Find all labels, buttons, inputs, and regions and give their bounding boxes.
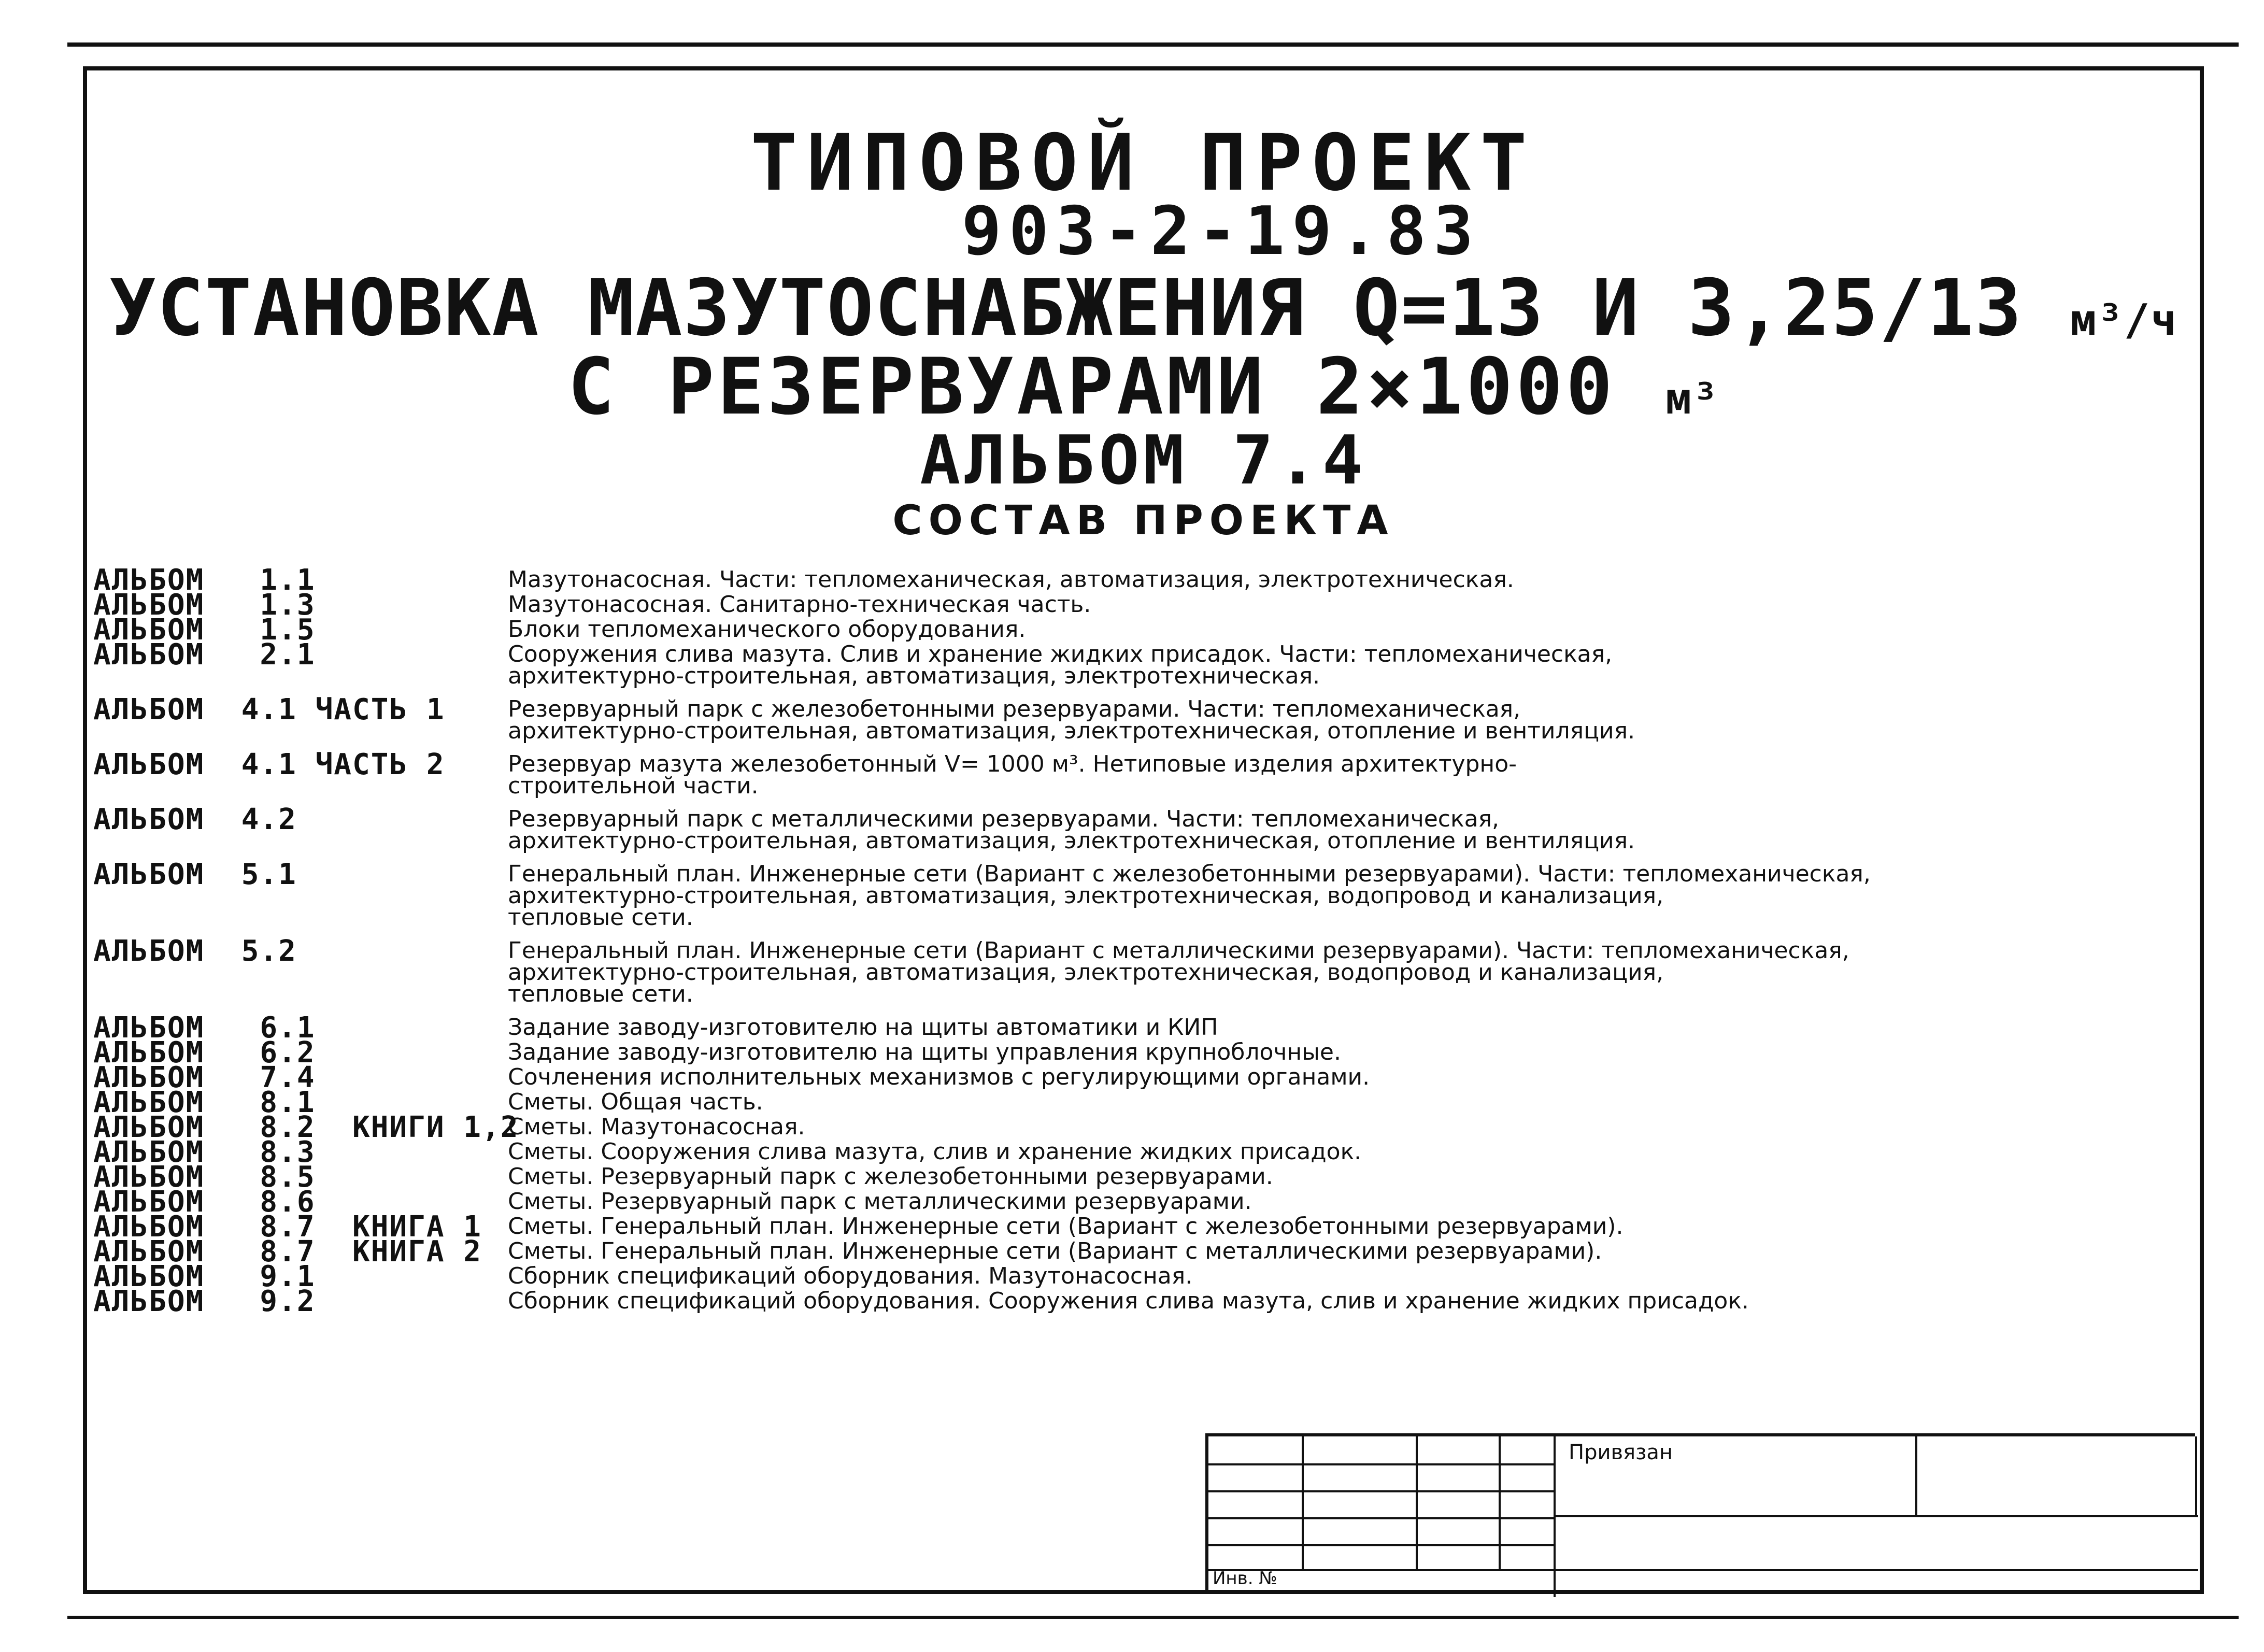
album-description: Блоки тепломеханического оборудования. [508, 616, 1026, 643]
album-number: АЛЬБОМ 1.1 [93, 563, 316, 597]
album-description: Генеральный план. Инженерные сети (Вариант с железобетонными резервуарами). Части: тепломеханическая, архитектурно-строительная, автоматизация, электротехническая, водопровод и канализация, тепловые сети. [508, 861, 1871, 931]
title-block-stamp [1205, 1433, 2195, 1594]
bottom-border-line [67, 1616, 2239, 1619]
album-description: Сметы. Общая часть. [508, 1089, 763, 1115]
album-number: АЛЬБОМ 5.2 [93, 934, 297, 968]
list-item [93, 588, 2145, 622]
list-item [93, 1235, 2145, 1269]
stamp-grid-line [1208, 1569, 2198, 1571]
stamp-grid-line [1416, 1436, 1418, 1569]
list-item [93, 1061, 2145, 1094]
list-item [93, 858, 2145, 931]
list-item [93, 934, 2145, 1007]
album-description: Сметы. Сооружения слива мазута, слив и хранение жидких присадок. [508, 1138, 1362, 1165]
list-item [93, 1160, 2145, 1194]
album-description: Сметы. Мазутонасосная. [508, 1114, 805, 1140]
album-number: АЛЬБОМ 8.3 [93, 1135, 316, 1169]
album-number: АЛЬБОМ 4.1 ЧАСТЬ 1 [93, 693, 445, 727]
stamp-grid-line [1208, 1490, 1556, 1492]
album-description: Задание заводу-изготовителю на щиты автоматики и КИП [508, 1014, 1218, 1041]
album-title: АЛЬБОМ 7.4 [920, 421, 1367, 500]
album-description: Сборник спецификаций оборудования. Сооружения слива мазута, слив и хранение жидких присадок. [508, 1288, 1749, 1314]
album-number: АЛЬБОМ 1.5 [93, 613, 316, 647]
stamp-grid-line [2195, 1436, 2197, 1515]
album-description: Сборник спецификаций оборудования. Мазутонасосная. [508, 1263, 1193, 1289]
album-number: АЛЬБОМ 8.7 КНИГА 1 [93, 1210, 482, 1244]
stamp-grid-line [1554, 1436, 1556, 1597]
list-item [93, 748, 2145, 799]
top-border-line [67, 42, 2239, 47]
list-item [93, 1036, 2145, 1070]
album-number: АЛЬБОМ 1.3 [93, 588, 316, 622]
project-name-line2 [83, 342, 2204, 432]
album-description: Резервуарный парк с железобетонными резервуарами. Части: тепломеханическая, архитектурно-строительная, автоматизация, электротехническая, отопление и вентиляция. [508, 696, 1635, 744]
list-item [93, 1135, 2145, 1169]
album-number: АЛЬБОМ 2.1 [93, 638, 316, 672]
album-number: АЛЬБОМ 5.1 [93, 858, 297, 891]
list-item [93, 803, 2145, 854]
album-description: Сметы. Генеральный план. Инженерные сети (Вариант с железобетонными резервуарами). [508, 1213, 1624, 1240]
album-number: АЛЬБОМ 7.4 [93, 1061, 316, 1094]
list-item [93, 638, 2145, 689]
album-description: Сметы. Резервуарный парк с металлическими резервуарами. [508, 1188, 1252, 1215]
stamp-grid-line [1302, 1436, 1304, 1569]
album-description: Сметы. Резервуарный парк с железобетонными резервуарами. [508, 1163, 1273, 1190]
album-number: АЛЬБОМ 9.2 [93, 1285, 316, 1318]
album-description: Сочленения исполнительных механизмов с регулирующими органами. [508, 1064, 1370, 1090]
album-number: АЛЬБОМ 6.1 [93, 1011, 316, 1045]
album-description: Мазутонасосная. Санитарно-техническая часть. [508, 591, 1091, 618]
list-item [93, 1260, 2145, 1293]
stamp-grid-line [1208, 1544, 1556, 1546]
stamp-grid-line [1915, 1436, 1917, 1515]
album-description: Генеральный план. Инженерные сети (Вариант с металлическими резервуарами). Части: тепломеханическая, архитектурно-строительная, автоматизация, электротехническая, водопровод и канализация, тепловые сети. [508, 937, 1849, 1007]
album-number: АЛЬБОМ 8.5 [93, 1160, 316, 1194]
list-item [93, 693, 2145, 744]
album-number: АЛЬБОМ 8.2 КНИГИ 1,2 [93, 1110, 519, 1144]
section-title: СОСТАВ ПРОЕКТА [892, 497, 1394, 544]
album-description: Сметы. Генеральный план. Инженерные сети (Вариант с металлическими резервуарами). [508, 1238, 1602, 1264]
album-description: Резервуарный парк с металлическими резервуарами. Части: тепломеханическая, архитектурно-строительная, автоматизация, электротехническая, отопление и вентиляция. [508, 806, 1635, 854]
album-description: Резервуар мазута железобетонный V= 1000 м³. Нетиповые изделия архитектурно- строительной части. [508, 751, 1517, 799]
stamp-label-inventory-number: Инв. № [1213, 1568, 1277, 1589]
stamp-grid-line [1208, 1517, 1556, 1519]
stamp-grid-line [1208, 1463, 1556, 1465]
project-name-line1-unit: м³/ч [2070, 295, 2178, 345]
album-description: Мазутонасосная. Части: тепломеханическая, автоматизация, электротехническая. [508, 566, 1514, 593]
project-name-line2-text: С РЕЗЕРВУАРАМИ 2×1000 [567, 342, 1616, 432]
contents-list [93, 563, 2145, 1318]
album-description: Сооружения слива мазута. Слив и хранение жидких присадок. Части: тепломеханическая, архитектурно-строительная, автоматизация, электротехническая. [508, 641, 1613, 689]
album-number: АЛЬБОМ 8.7 КНИГА 2 [93, 1235, 482, 1269]
project-name-line1-text: УСТАНОВКА МАЗУТОСНАБЖЕНИЯ Q=13 И 3,25/13 [109, 263, 2023, 353]
list-item [93, 1110, 2145, 1144]
album-number: АЛЬБОМ 9.1 [93, 1260, 316, 1293]
stamp-grid-line [1499, 1436, 1501, 1569]
list-item [93, 1285, 2145, 1318]
title-typical-project: ТИПОВОЙ ПРОЕКТ [750, 118, 1536, 208]
album-number: АЛЬБОМ 4.2 [93, 803, 297, 836]
album-number: АЛЬБОМ 8.1 [93, 1086, 316, 1119]
album-number: АЛЬБОМ 8.6 [93, 1185, 316, 1219]
album-description: Задание заводу-изготовителю на щиты управления крупноблочные. [508, 1039, 1341, 1065]
stamp-label-privyazan: Привязан [1569, 1441, 1673, 1464]
list-item [93, 1011, 2145, 1045]
stamp-grid-line [1556, 1515, 2198, 1517]
album-number: АЛЬБОМ 6.2 [93, 1036, 316, 1070]
list-item [93, 563, 2145, 597]
album-number: АЛЬБОМ 4.1 ЧАСТЬ 2 [93, 748, 445, 781]
list-item [93, 613, 2145, 647]
project-name-line2-unit: м³ [1665, 374, 1719, 424]
project-number: 903-2-19.83 [961, 193, 1481, 270]
project-name-line1 [83, 263, 2204, 353]
